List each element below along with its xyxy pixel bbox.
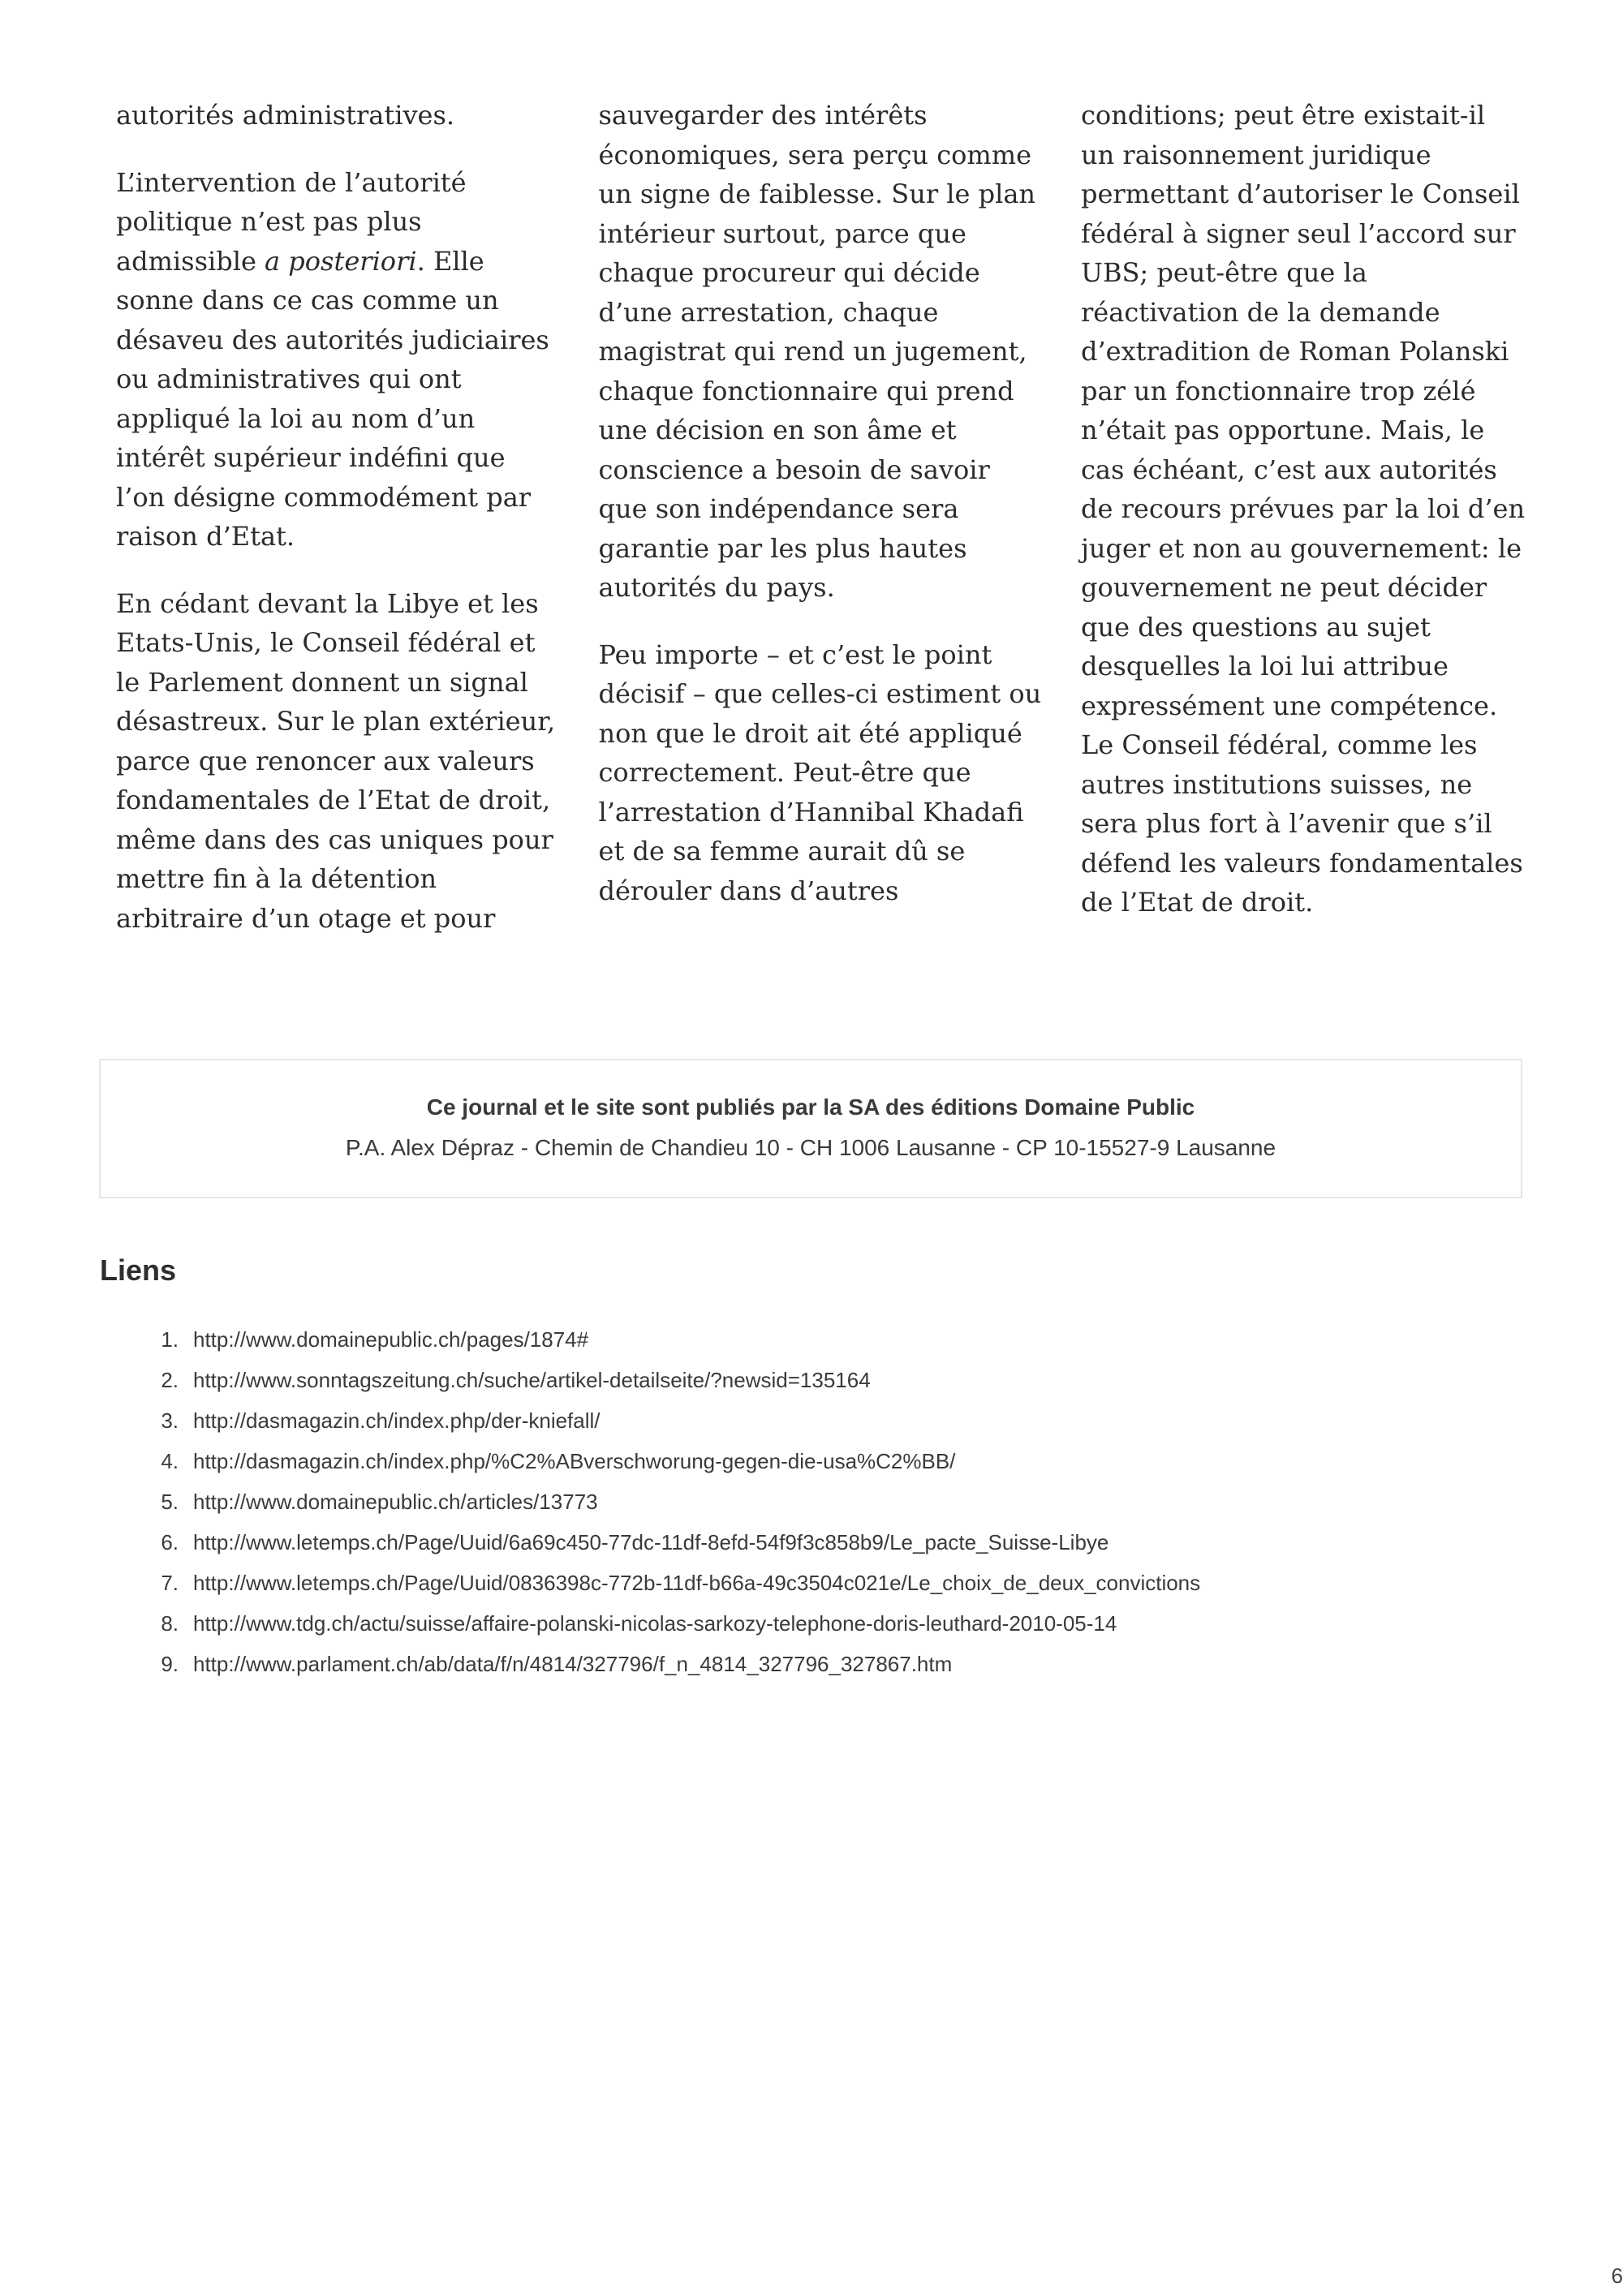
paragraph: En cédant devant la Libye et les Etats-Unis, le Conseil fédéral et le Parlement donnent un signal désastreux. Sur le plan extérieur, parce que renoncer aux valeurs fondamentales de l’Etat de droit, même dans des cas uniques pour mettre fin à la détention arbitraire d’un otage et pour [116,587,556,934]
links-list [130,1319,1200,1684]
publisher-address: P.A. Alex Dépraz - Chemin de Chandieu 10 - CH 1006 Lausanne - CP 10-15527-9 Lausanne [345,1135,1276,1160]
link-number: 5. [161,1490,179,1514]
link-url[interactable]: http://dasmagazin.ch/index.php/%C2%ABverschworung-gegen-die-usa%C2%BB/ [193,1449,956,1473]
link-item [130,1603,1200,1644]
link-number: 1. [161,1327,179,1352]
article-column-1 [116,96,561,938]
paragraph: autorités administratives. [116,100,455,131]
link-url[interactable]: http://www.parlament.ch/ab/data/f/n/4814/327796/f_n_4814_327796_327867.htm [193,1652,953,1676]
link-url[interactable]: http://dasmagazin.ch/index.php/der-kniefall/ [193,1408,601,1433]
link-item [130,1441,1200,1481]
link-number: 2. [161,1368,179,1392]
publisher-info-box [99,1059,1522,1198]
article-column-2 [599,96,1044,938]
link-item [130,1644,1200,1684]
link-number: 9. [161,1652,179,1676]
paragraph-text: L’intervention de l’autorité politique n’est pas plus admissible [116,166,467,277]
article-column-3 [1081,96,1526,938]
link-number: 3. [161,1408,179,1433]
link-url[interactable]: http://www.domainepublic.ch/pages/1874# [193,1327,589,1352]
links-heading: Liens [100,1253,177,1287]
page-number: 6 [1611,2264,1623,2288]
paragraph: sauvegarder des intérêts économiques, sera perçu comme un signe de faiblesse. Sur le plan intérieur surtout, parce que chaque procureur qui décide d’une arrestation, chaque magistrat qui rend un jugement, chaque fonctionnaire qui prend une décision en son âme et conscience a besoin de savoir que son indépendance sera garantie par les plus hautes autorités du pays. [598,100,1036,603]
link-item [130,1481,1200,1522]
link-url[interactable]: http://www.letemps.ch/Page/Uuid/6a69c450-77dc-11df-8efd-54f9f3c858b9/Le_pacte_Suisse-Libye [193,1530,1109,1554]
link-item [130,1360,1200,1400]
link-url[interactable]: http://www.letemps.ch/Page/Uuid/0836398c-772b-11df-b66a-49c3504c021e/Le_choix_de_deux_convictions [193,1571,1201,1595]
publisher-title: Ce journal et le site sont publiés par la SA des éditions Domaine Public [426,1094,1195,1120]
link-item [130,1319,1200,1360]
paragraph-text: . Elle sonne dans ce cas comme un désaveu des autorités judiciaires ou administratives qui ont appliqué la loi au nom d’un intérêt supérieur indéfini que l’on désigne commodément par raison d’Etat. [116,245,549,552]
paragraph: Peu importe – et c’est le point décisif – que celles-ci estiment ou non que le droit ait été appliqué correctement. Peut-être que l’arrestation d’Hannibal Khadafi et de sa femme aurait dû se dérouler dans d’autres [598,638,1042,906]
link-url[interactable]: http://www.tdg.ch/actu/suisse/affaire-polanski-nicolas-sarkozy-telephone-doris-leuthard-2010-05-14 [193,1611,1117,1636]
link-item [130,1400,1200,1441]
link-item [130,1522,1200,1563]
link-url[interactable]: http://www.sonntagszeitung.ch/suche/artikel-detailseite/?newsid=135164 [193,1368,871,1392]
link-url[interactable]: http://www.domainepublic.ch/articles/13773 [193,1490,598,1514]
paragraph [116,163,561,557]
link-item [130,1563,1200,1603]
link-number: 7. [161,1571,179,1595]
link-number: 6. [161,1530,179,1554]
article-columns [116,96,1526,938]
link-number: 8. [161,1611,179,1636]
link-number: 4. [161,1449,179,1473]
paragraph: conditions; peut être existait-il un raisonnement juridique permettant d’autoriser le Conseil fédéral à signer seul l’accord sur UBS; peut-être que la réactivation de la demande d’extradition de Roman Polanski par un fonctionnaire trop zélé n’était pas opportune. Mais, le cas échéant, c’est aux autorités de recours prévues par la loi d’en juger et non au gouvernement: le gouvernement ne peut décider que des questions au sujet desquelles la loi lui attribue expressément une compétence. Le Conseil fédéral, comme les autres institutions suisses, ne sera plus fort à l’avenir que s’il défend les valeurs fondamentales de l’Etat de droit. [1081,100,1526,918]
emphasis-text: a posteriori [265,245,417,277]
